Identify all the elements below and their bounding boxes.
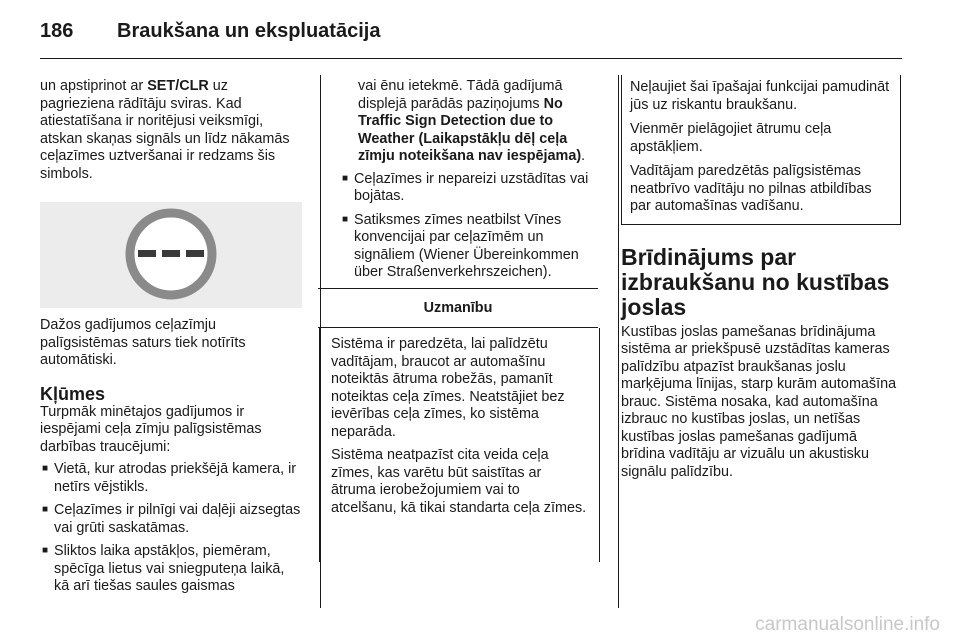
warning-paragraph: Vienmēr pielāgojiet ātrumu ceļa apstākļiem.	[630, 121, 832, 155]
intro-suffix: uz pagrieziena rādītāju sviras. Kad atiestatīšana ir noritējusi veiksmīgi, atskan skaņas signāls un līdz nākamās ceļazīmes uztveršanai ir redzams šis simbols.	[40, 78, 290, 182]
sign-image	[40, 202, 302, 308]
column-2	[331, 78, 602, 562]
list-item: ■ Ceļazīmes ir nepareizi uzstādītas vai bojātas.	[340, 171, 602, 206]
weather-message: No Traffic Sign Detection due to Weather (Laikapstākļu dēļ ceļa zīmju noteikšana nav iespējama)	[358, 95, 582, 164]
list-item: ■ Ceļazīmes ir pilnīgi vai daļēji aizsegtas vai grūti saskatāmas.	[40, 502, 302, 537]
column-1	[40, 78, 302, 602]
continued-text: vai ēnu ietekmē. Tādā gadījumā displejā parādās paziņojums	[358, 78, 563, 112]
watermark: carmanualsonline.info	[755, 614, 940, 635]
warning-box	[331, 288, 602, 563]
page-number: 186	[40, 20, 74, 42]
warning-paragraph: Vadītājam paredzētās palīgsistēmas neatbrīvo vadītāju no pilnas atbildības par automašīnas vadīšanu.	[630, 163, 872, 214]
set-clr-label: SET/CLR	[147, 78, 209, 94]
warning-paragraph: Sistēma neatpazīst cita veida ceļa zīmes, kas varētu būt saistītas ar ātruma ierobežojumiem vai to atcelšanu, kā tikai standarta ceļa zīmes.	[331, 447, 587, 516]
warning-title: Uzmanību	[318, 288, 598, 329]
warning-paragraph: Sistēma ir paredzēta, lai palīdzētu vadītājam, braucot ar automašīnu noteiktās ātruma robežās, pamanīt noteiktas ceļa zīmes. Neatstājiet bez ievērības ceļa zīmes, ko sistēma neparāda.	[331, 336, 565, 440]
faults-intro: Turpmāk minētajos gadījumos ir iespējami ceļa zīmju palīgsistēmas darbības traucējumi:	[40, 403, 262, 455]
list-item: ■ Vietā, kur atrodas priekšējā kamera, ir netīrs vējstikls.	[40, 461, 302, 496]
faults-list-continued	[340, 171, 602, 282]
intro-paragraph	[40, 78, 302, 183]
column-3	[621, 78, 901, 486]
warning-body	[319, 328, 600, 562]
header-rule	[40, 58, 902, 59]
continued-end: .	[581, 148, 586, 164]
intro-prefix: un apstiprinot ar	[40, 78, 148, 94]
no-sign-detected-icon	[124, 207, 218, 301]
column-divider-2	[618, 75, 619, 608]
list-item: ■ Sliktos laika apstākļos, piemēram, spēcīga lietus vai sniegputeņa laikā, kā arī tiešas saules gaismas	[40, 543, 302, 596]
list-item: ■ Satiksmes zīmes neatbilst Vīnes konvencijai par ceļazīmēm un signāliem (Wiener Übereinkommen über Straßenverkehrszeichen).	[340, 212, 602, 282]
after-image-paragraph: Dažos gadījumos ceļazīmju palīgsistēmas saturs tiek notīrīts automātiski.	[40, 317, 246, 368]
lane-departure-heading: Brīdinājums par izbraukšanu no kustības joslas	[621, 243, 890, 320]
faults-heading: Kļūmes	[40, 383, 106, 404]
faults-list	[40, 461, 302, 596]
lane-departure-text: Kustības joslas pamešanas brīdinājuma sistēma ar priekšpusē uzstādītas kameras palīdzību atpazīst braukšanas joslu marķējuma līnijas, starp kurām automašīna brauc. Sistēma nosaka, kad automašīna izbrauc no kustības joslas, un netīšas kustības joslas pamešanas gadījumā brīdina vadītāju ar vizuālu un akustisku signālu palīdzību.	[621, 323, 897, 480]
continued-paragraph	[358, 78, 602, 166]
warning-box-continued	[621, 75, 901, 225]
warning-paragraph: Neļaujiet šai īpašajai funkcijai pamudināt jūs uz riskantu braukšanu.	[630, 79, 890, 113]
page-title: Braukšana un ekspluatācija	[117, 20, 381, 42]
